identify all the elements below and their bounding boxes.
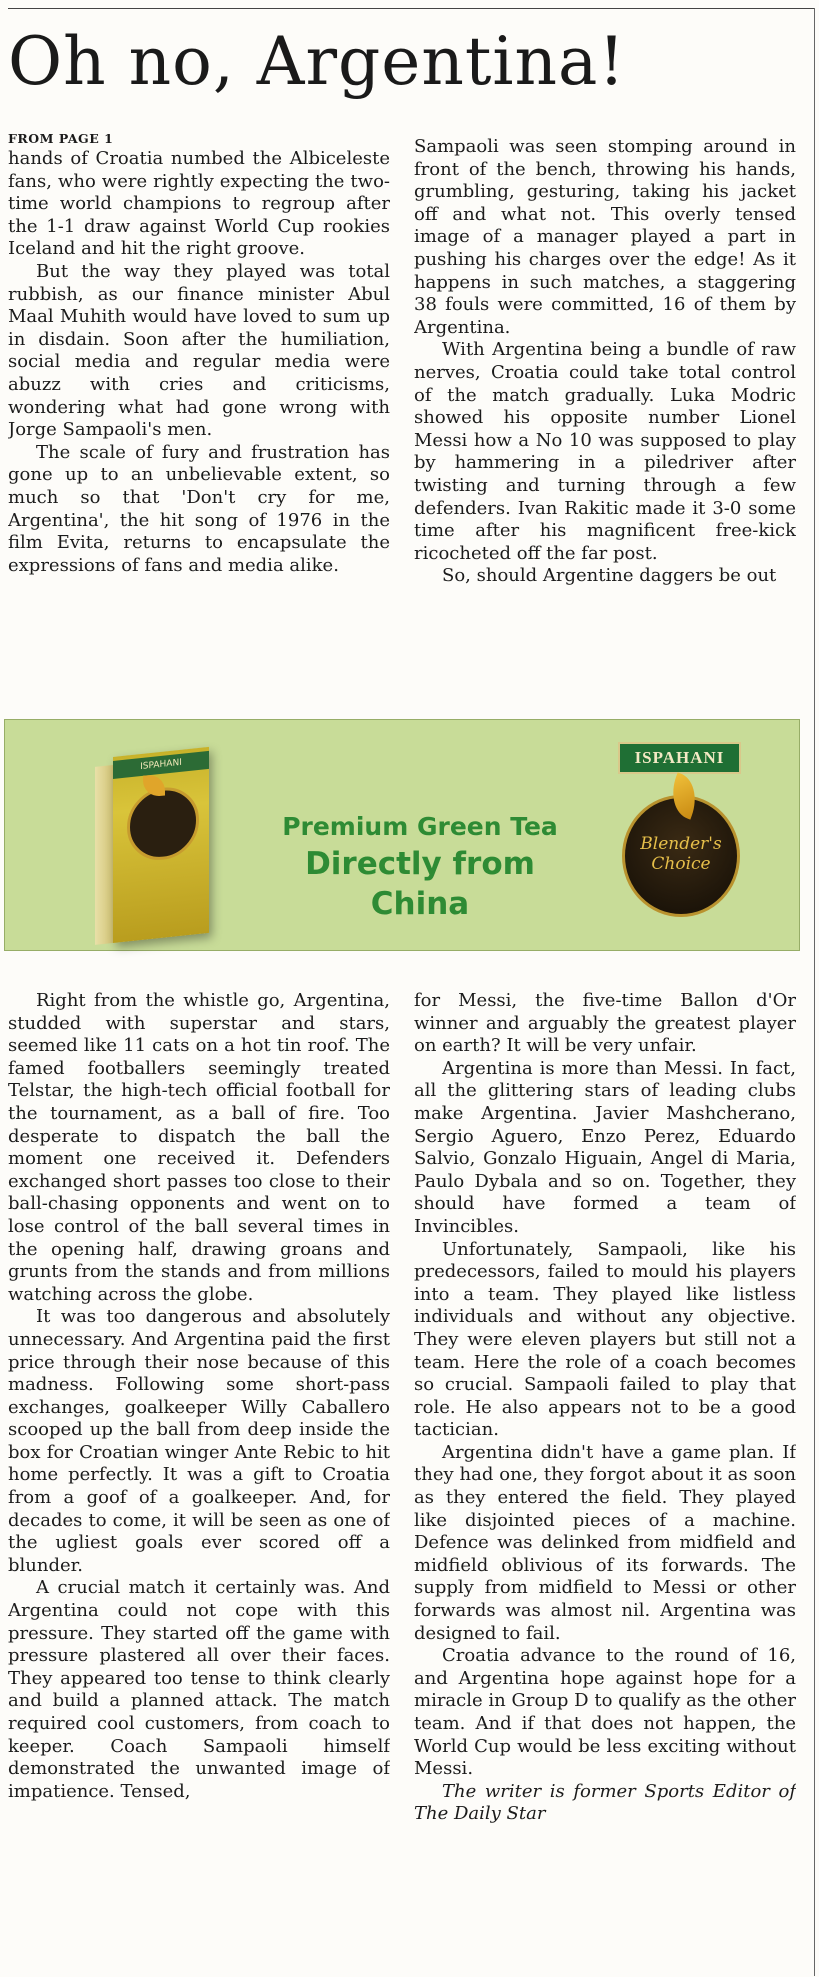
kicker-paragraph [8,130,390,261]
ad-headline [255,810,585,924]
paragraph: Right from the whistle go, Argentina, studded with superstar and stars, seemed like 11 cats on a hot tin roof. The famed footballers seemingly treated Telstar, the high-tech official football for the tournament, as a ball of fire. Too desperate to dispatch the ball the moment one received it. Defenders exchanged short passes too close to their ball-chasing opponents and went on to lose control of the ball several times in the opening half, drawing groans and grunts from the stands and from millions watching across the globe. [8,990,390,1305]
brand-logo: ISPAHANI [618,742,741,774]
ad-line-1: Premium Green Tea [282,812,558,841]
paragraph: Croatia advance to the round of 16, and Argentina hope against hope for a miracle in Group D to qualify as the other team. And if that does not happen, the World Cup would be less exciting without Messi. [414,1645,796,1780]
badge-line-2: Choice [651,854,711,874]
paragraph: Sampaoli was seen stomping around in front of the bench, throwing his hands, grumbling, gesturing, taking his jacket off and what not. This overly tensed image of a manager played a part in pushing his charges over the edge! As it happens in such matches, a staggering 38 fouls were committed, 16 of them by Argentina. [414,136,796,338]
tea-box-front [113,747,209,943]
headline: Oh no, Argentina! [8,23,626,100]
ad-banner[interactable] [4,719,800,951]
paragraph: Unfortunately, Sampaoli, like his predecessors, failed to mould his players into a team. They played like listless individuals and without any objective. They were eleven players but still not a team. Here the role of a coach becomes so crucial. Sampaoli failed to play that role. He also appears not to be a good tactician. [414,1238,796,1441]
tea-box-image [95,731,225,945]
top-right-column [414,136,796,696]
paragraph: hands of Croatia numbed the Albiceleste fans, who were rightly expecting the two-time world champions to regroup after the 1-1 draw against World Cup rookies Iceland and hit the right groove. [8,148,390,260]
paragraph: The scale of fury and frustration has gone up to an unbelievable extent, so much so that 'Don't cry for me, Argentina', the hit song of 1976 in the film Evita, returns to encapsulate the expressions of fans and media alike. [8,441,390,576]
kicker: FROM PAGE 1 [8,131,114,146]
paragraph: for Messi, the five-time Ballon d'Or winner and arguably the greatest player on earth? It will be very unfair. [414,990,796,1057]
right-column-rule [814,8,815,1976]
bottom-right-column [414,990,796,1972]
top-rule [8,8,815,9]
top-left-column [8,130,390,690]
paragraph: So, should Argentine daggers be out [442,565,777,587]
paragraph: It was too dangerous and absolutely unnecessary. And Argentina paid the first price through their nose because of this madness. Following some short-pass exchanges, goalkeeper Willy Caballero scooped up the ball from deep inside the box for Croatian winger Ante Rebic to hit home perfectly. It was a gift to Croatia from a goof of a goalkeeper. And, for decades to come, it will be seen as one of the ugliest goals ever scored off a blunder. [8,1306,390,1576]
bottom-left-column [8,990,390,1972]
paragraph: With Argentina being a bundle of raw nerves, Croatia could take total control of the match gradually. Luka Modric showed his opposite number Lionel Messi how a No 10 was supposed to play by hammering in a piledriver after twisting and turning through a few defenders. Ivan Rakitic made it 3-0 some time after his magnificent free-kick ricocheted off the far post. [414,339,796,564]
badge-line-1: Blender's [640,834,722,854]
box-brand-label: ISPAHANI [113,751,209,779]
paragraph: Argentina is more than Messi. In fact, all the glittering stars of leading clubs make Argentina. Javier Mashcherano, Sergio Aguero, Enzo Perez, Eduardo Salvio, Gonzalo Higuain, Angel di Maria, Paulo Dybala and so on. Together, they should have formed a team of Invincibles. [414,1057,796,1237]
tea-box-side [95,765,115,945]
blenders-choice-badge [622,795,740,917]
ad-line-2: Directly from China [305,846,535,922]
paragraph: Argentina didn't have a game plan. If they had one, they forgot about it as soon as they entered the field. They played like disjointed pieces of a machine. Defence was delinked from midfield and midfield oblivious of its forwards. The supply from midfield to Messi or other forwards was almost nil. Argentina was designed to fail. [414,1441,796,1644]
badge-text [629,834,733,874]
leaf-icon [664,772,704,819]
author-credit: The writer is former Sports Editor of The Daily Star [414,1780,796,1825]
paragraph: A crucial match it certainly was. And Argentina could not cope with this pressure. They started off the game with pressure plastered all over their faces. They appeared too tense to think clearly and build a planned attack. The match required cool customers, from coach to keeper. Coach Sampaoli himself demonstrated the unwanted image of impatience. Tensed, [8,1577,390,1802]
paragraph: But the way they played was total rubbish, as our finance minister Abul Maal Muhith would have loved to sum up in disdain. Soon after the humiliation, social media and regular media were abuzz with cries and criticisms, wondering what had gone wrong with Jorge Sampaoli's men. [8,260,390,441]
box-emblem [127,784,199,864]
